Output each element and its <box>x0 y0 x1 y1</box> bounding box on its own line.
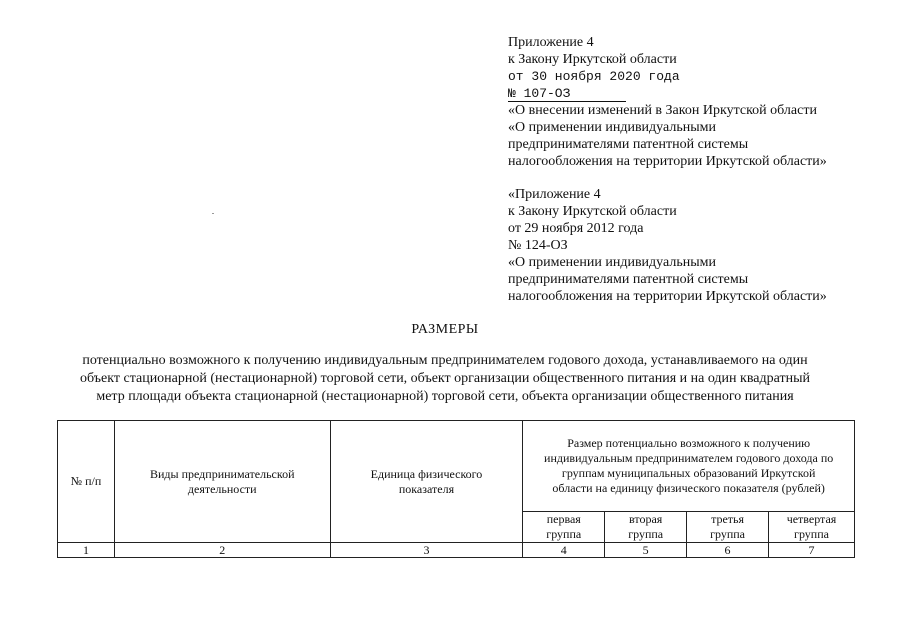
column-number: 1 <box>58 543 115 558</box>
amendment-date: от 30 ноября 2020 года <box>508 69 680 84</box>
group-label: четвертая <box>786 512 837 526</box>
group-label: группа <box>546 527 582 541</box>
col-header-num: № п/п <box>58 421 115 543</box>
original-header-line: налогообложения на территории Иркутской области» <box>508 289 827 304</box>
document-title: РАЗМЕРЫ <box>411 322 479 337</box>
group-label: группа <box>794 527 829 541</box>
column-number: 3 <box>330 543 523 558</box>
amendment-header-line: Приложение 4 <box>508 35 594 50</box>
group-header-line: группам муниципальных образований Иркутской <box>561 466 816 480</box>
col-header-group-4 <box>769 512 855 543</box>
col-header-activity-line: деятельности <box>187 481 257 496</box>
amendment-header <box>508 34 827 170</box>
original-header-line: «О применении индивидуальными <box>508 255 716 270</box>
original-header-line: «Приложение 4 <box>508 187 601 202</box>
col-header-unit-line: показателя <box>398 481 455 496</box>
col-header-income-groups <box>523 421 855 512</box>
col-header-unit <box>330 421 523 543</box>
original-header-line: от 29 ноября 2012 года <box>508 221 644 236</box>
group-header-line: Размер потенциально возможного к получению <box>567 436 811 450</box>
column-number: 2 <box>114 543 330 558</box>
amendment-header-line: предпринимателями патентной системы <box>508 137 749 152</box>
amendment-header-line: налогообложения на территории Иркутской области» <box>508 154 827 169</box>
subtitle-line: метр площади объекта стационарной (нестационарной) торговой сети, объекта организации общественного питания <box>96 389 794 404</box>
col-header-group-3 <box>687 512 769 543</box>
column-number: 6 <box>687 543 769 558</box>
subtitle-line: объект стационарной (нестационарной) торговой сети, объект организации общественного питания и на один квадратный <box>80 371 810 386</box>
amendment-number: № 107-ОЗ <box>508 86 626 102</box>
original-header-line: предпринимателями патентной системы <box>508 272 749 287</box>
original-header-line: к Закону Иркутской области <box>508 204 677 219</box>
amendment-header-line: «О применении индивидуальными <box>508 120 716 135</box>
group-label: группа <box>710 527 746 541</box>
income-size-table <box>57 420 855 558</box>
column-number: 7 <box>769 543 855 558</box>
original-header-line: № 124-ОЗ <box>508 238 568 253</box>
col-header-unit-line: Единица физического <box>370 466 483 481</box>
col-header-group-1 <box>523 512 605 543</box>
column-number: 5 <box>605 543 687 558</box>
group-label: третья <box>711 512 745 526</box>
col-header-activity-line: Виды предпринимательской <box>150 466 295 481</box>
amendment-header-line: к Закону Иркутской области <box>508 52 677 67</box>
group-label: первая <box>546 512 581 526</box>
column-number-row <box>58 543 855 558</box>
document-subtitle <box>20 352 870 406</box>
group-label: группа <box>628 527 664 541</box>
original-header <box>508 186 827 305</box>
amendment-header-line: «О внесении изменений в Закон Иркутской области <box>508 103 817 118</box>
subtitle-line: потенциально возможного к получению индивидуальным предпринимателем годового дохода, устанавливаемого на один <box>82 353 808 368</box>
group-label: вторая <box>629 512 663 526</box>
col-header-activity <box>114 421 330 543</box>
group-header-line: индивидуальным предпринимателем годового дохода по <box>544 451 834 465</box>
col-header-group-2 <box>605 512 687 543</box>
group-header-line: области на единицу физического показателя (рублей) <box>552 481 825 495</box>
scan-speck <box>212 213 214 214</box>
column-number: 4 <box>523 543 605 558</box>
